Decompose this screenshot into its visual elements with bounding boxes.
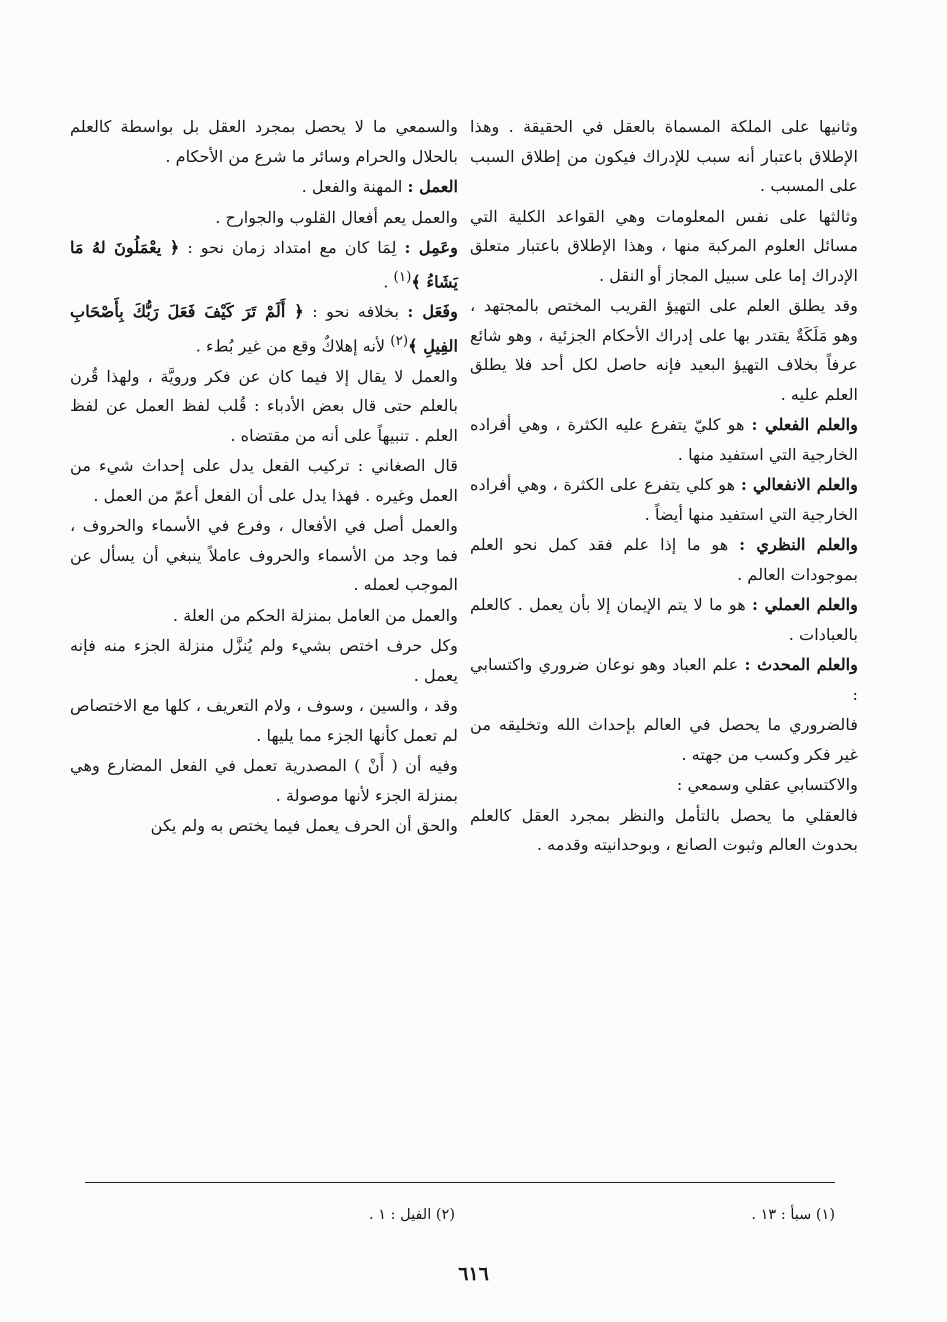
definition-term: وفَعَل : xyxy=(407,302,458,322)
definition-text: هو ما لا يتم الإيمان إلا بأن يعمل . كالعلم بالعبادات . xyxy=(470,595,858,644)
definition-text: هو كليّ يتفرع عليه الكثرة ، وهي أفراده الخارجية التي استفيد منها . xyxy=(470,415,858,464)
paragraph: والسمعي ما لا يحصل بمجرد العقل بل بواسطة كالعلم بالحلال والحرام وسائر ما شرع من الأحكام . xyxy=(70,117,458,166)
paragraph xyxy=(470,410,858,470)
quran-quote: ﴿ يعْمَلُونَ لهُ مَا يَشَاءُ ﴾ xyxy=(70,238,458,291)
paragraph: وقد ، والسين ، وسوف ، ولام التعريف ، كلها مع الاختصاص لم تعمل كأنها الجزء مما يليها . xyxy=(70,696,458,745)
definition-term: والعلم الفعلي : xyxy=(751,415,858,434)
paragraph: فالعقلي ما يحصل بالتأمل والنظر بمجرد العقل كالعلم بحدوث العالم وثبوت الصانع ، وبوحدانيته وقدمه . xyxy=(470,805,858,854)
paragraph: وقد يطلق العلم على التهيؤ القريب المختص بالمجتهد ، وهو مَلَكَةٌ يقتدر بها على إدراك الأحكام الجزئية ، وهو شائع عرفاً بخلاف التهيؤ البعيد فإنه حاصل لكل أحد فلا يطلق العلم عليه . xyxy=(470,296,858,404)
definition-term: والعلم العملي : xyxy=(751,595,858,614)
definition-term: والعلم النظري : xyxy=(739,535,858,554)
paragraph: والعمل لا يقال إلا فيما كان عن فكر ورويَّة ، ولهذا قُرن بالعلم حتى قال بعض الأدباء : قُلب لفظ العمل عن لفظ العلم . تنبيهاً على أنه من مقتضاه . xyxy=(70,366,458,445)
definition-term: وعَمِل : xyxy=(404,238,458,257)
footnote-ref: (١) xyxy=(393,268,412,285)
definition-text-continued: . xyxy=(383,271,394,291)
paragraph xyxy=(470,530,858,590)
paragraph xyxy=(70,297,458,361)
definition-term: والعلم الانفعالي : xyxy=(740,475,858,494)
paragraph: والعمل يعم أفعال القلوب والجوارح . xyxy=(215,207,458,227)
paragraph xyxy=(70,233,458,297)
paragraph xyxy=(470,590,858,650)
paragraph xyxy=(470,650,858,710)
footnote-1: (١) سبأ : ١٣ . xyxy=(751,1207,835,1223)
definition-text: بخلافه نحو : xyxy=(312,302,408,322)
paragraph: وثالثها على نفس المعلومات وهي القواعد الكلية التي مسائل العلوم المركبة منها ، وهذا الإطلاق باعتبار متعلق الإدراك إما على سبيل المجاز أو النقل . xyxy=(470,206,858,285)
definition-term: العمل : xyxy=(407,177,458,196)
definition-text-continued: لأنه إهلاكٌ وقع من غير بُطء . xyxy=(195,336,391,356)
definition-text: هو ما إذا علم فقد كمل نحو العلم بموجودات العالم . xyxy=(470,535,858,584)
footnote-separator xyxy=(85,1182,835,1183)
left-text-column xyxy=(70,112,458,842)
paragraph: فالضروري ما يحصل في العالم بإحداث الله وتخليقه من غير فكر وكسب من جهته . xyxy=(470,715,858,764)
right-text-column xyxy=(470,112,858,861)
footnote-2: (٢) الفيل : ١ . xyxy=(369,1207,455,1223)
paragraph: والعمل أصل في الأفعال ، وفرع في الأسماء والحروف ، فما وجد من الأسماء والحروف عاملاً ينبغي أن يسأل عن الموجب لعمله . xyxy=(70,516,458,595)
definition-text: هو كلي يتفرع على الكثرة ، وهي أفراده الخارجية التي استفيد منها أيضاً . xyxy=(470,475,858,524)
page-number: ٦١٦ xyxy=(458,1263,489,1285)
definition-text: لِمَا كان مع امتداد زمان نحو : xyxy=(187,238,405,257)
paragraph: وكل حرف اختص بشيء ولم يُنزَّل منزلة الجزء منه فإنه يعمل . xyxy=(70,636,458,685)
paragraph: والحق أن الحرف يعمل فيما يختص به ولم يكن xyxy=(150,816,458,836)
paragraph: قال الصغاني : تركيب الفعل يدل على إحداث شيء من العمل وغيره . فهذا يدل على أن الفعل أعمّ من العمل . xyxy=(70,456,458,505)
paragraph xyxy=(70,172,458,203)
quran-quote: ﴿ أَلَمْ تَرَ كَيْفَ فَعَلَ رَبُّكَ بِأَصْحَابِ الفِيلِ ﴾ xyxy=(70,302,458,356)
definition-term: والعلم المحدث : xyxy=(744,655,858,674)
paragraph: والعمل من العامل بمنزلة الحكم من العلة . xyxy=(172,605,458,625)
definition-text: المهنة والفعل . xyxy=(301,177,408,196)
paragraph: وفيه أن ( أَنْ ) المصدرية تعمل في الفعل المضارع وهي بمنزلة الجزء لأنها موصولة . xyxy=(70,756,458,805)
footnote-ref: (٢) xyxy=(390,332,409,349)
paragraph: وثانيها على الملكة المسماة بالعقل في الحقيقة . وهذا الإطلاق باعتبار أنه سبب للإدراك فيكون من إطلاق السبب على المسبب . xyxy=(470,117,858,195)
definition-text: علم العباد وهو نوعان ضروري واكتسابي : xyxy=(470,655,858,704)
paragraph xyxy=(470,470,858,530)
paragraph: والاكتسابي عقلي وسمعي : xyxy=(676,775,858,794)
